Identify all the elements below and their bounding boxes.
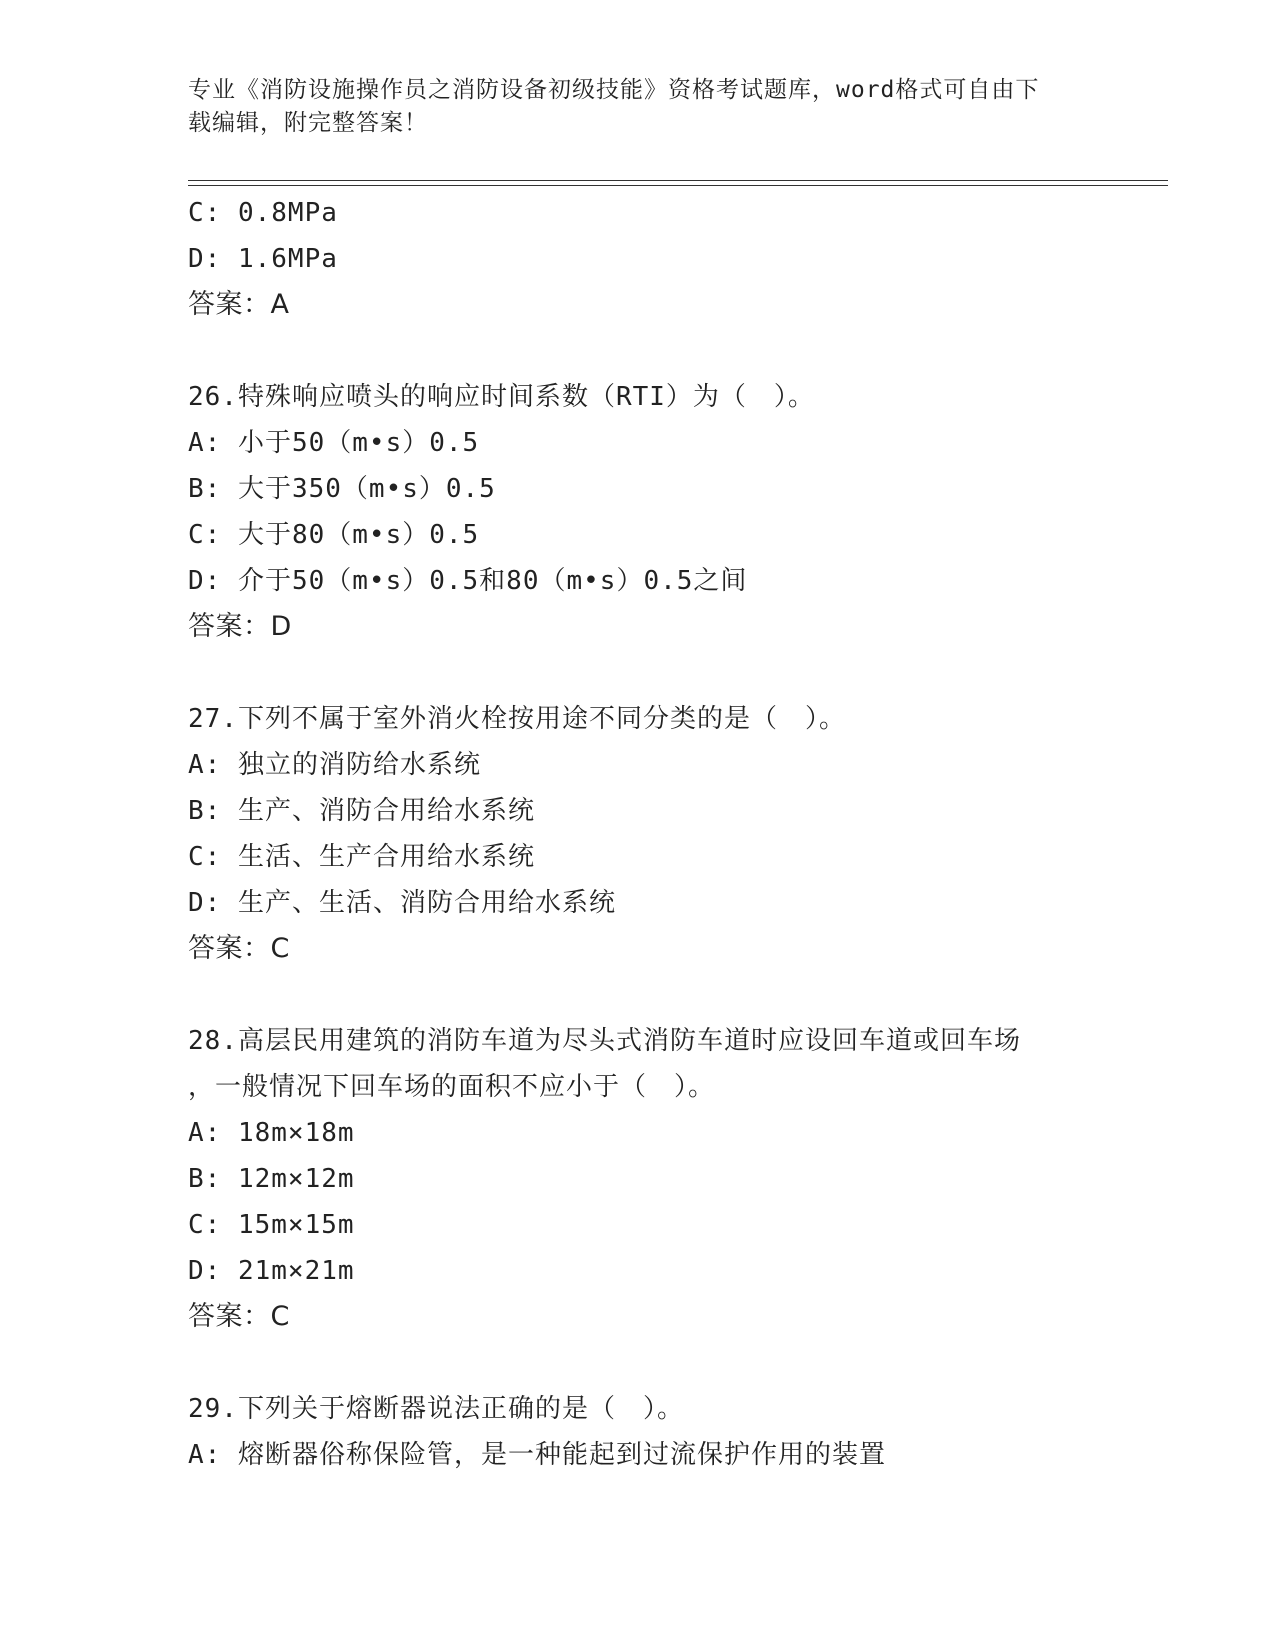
option-d: D: 生产、生活、消防合用给水系统 bbox=[188, 888, 616, 918]
option-a: A: 独立的消防给水系统 bbox=[188, 750, 481, 780]
question-25-partial bbox=[188, 190, 1178, 328]
question-stem-line-1: 28.高层民用建筑的消防车道为尽头式消防车道时应设回车道或回车场 bbox=[188, 1026, 1021, 1056]
question-stem-line-2: ，一般情况下回车场的面积不应小于（ ）。 bbox=[188, 1072, 716, 1102]
option-a: A: 18m×18m bbox=[188, 1118, 355, 1148]
question-28 bbox=[188, 1018, 1178, 1340]
header-divider-bottom bbox=[188, 185, 1168, 186]
option-b: B: 大于350（m•s）0.5 bbox=[188, 474, 496, 504]
spacer bbox=[188, 972, 1178, 1018]
option-a: A: 小于50（m•s）0.5 bbox=[188, 428, 480, 458]
answer-label: 答案：C bbox=[188, 933, 290, 964]
answer-label: 答案：D bbox=[188, 611, 292, 642]
spacer bbox=[188, 328, 1178, 374]
option-c: C: 大于80（m•s）0.5 bbox=[188, 520, 480, 550]
header-line-1: 专业《消防设施操作员之消防设备初级技能》资格考试题库，word格式可自由下 bbox=[188, 77, 1040, 103]
question-29 bbox=[188, 1386, 1178, 1478]
option-c: C: 15m×15m bbox=[188, 1210, 355, 1240]
question-stem: 27.下列不属于室外消火栓按用途不同分类的是（ ）。 bbox=[188, 704, 846, 734]
option-a: A: 熔断器俗称保险管，是一种能起到过流保护作用的装置 bbox=[188, 1440, 886, 1470]
document-body bbox=[188, 190, 1178, 1478]
question-26 bbox=[188, 374, 1178, 650]
option-b: B: 12m×12m bbox=[188, 1164, 355, 1194]
question-stem: 29.下列关于熔断器说法正确的是（ ）。 bbox=[188, 1394, 684, 1424]
option-c: C: 生活、生产合用给水系统 bbox=[188, 842, 535, 872]
option-b: B: 生产、消防合用给水系统 bbox=[188, 796, 535, 826]
option-c: C: 0.8MPa bbox=[188, 198, 338, 228]
header-line-2: 载编辑，附完整答案！ bbox=[188, 110, 428, 136]
header-divider-top bbox=[188, 180, 1168, 181]
option-d: D: 1.6MPa bbox=[188, 244, 338, 274]
document-header bbox=[188, 74, 1088, 140]
spacer bbox=[188, 650, 1178, 696]
answer-label: 答案：A bbox=[188, 289, 290, 320]
answer-label: 答案：C bbox=[188, 1301, 290, 1332]
question-stem: 26.特殊响应喷头的响应时间系数（RTI）为（ ）。 bbox=[188, 382, 815, 412]
question-27 bbox=[188, 696, 1178, 972]
option-d: D: 介于50（m•s）0.5和80（m•s）0.5之间 bbox=[188, 566, 748, 596]
spacer bbox=[188, 1340, 1178, 1386]
option-d: D: 21m×21m bbox=[188, 1256, 355, 1286]
